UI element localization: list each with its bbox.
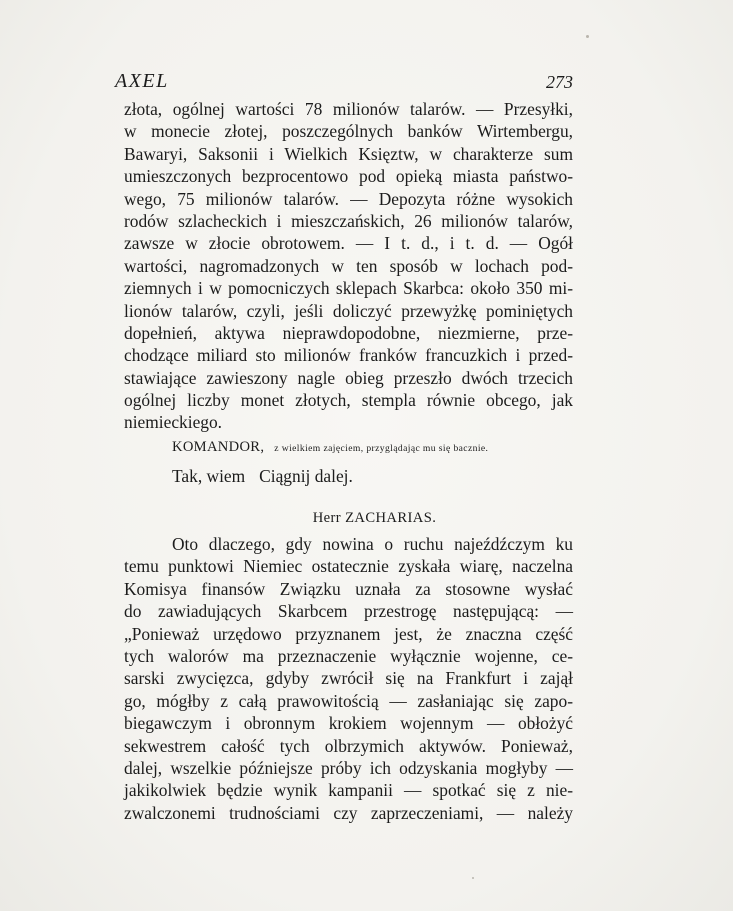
speaker-heading-zacharias	[0, 510, 733, 527]
page-header	[115, 70, 573, 96]
text-line: sarski zwycięzca, gdyby zwrócił się na Frankfurt i zajął	[124, 668, 573, 689]
text-line: go, mógłby z całą prawowitością — zasłaniając się zapo-	[124, 690, 573, 711]
text-line: temu punktowi Niemiec ostatecznie zyskała wiarę, naczelna	[124, 556, 573, 577]
stage-direction: z wielkiem zajęciem, przyglądając mu się bacznie.	[274, 443, 489, 454]
text-line: lionów talarów, czyli, jeśli doliczyć przewyżkę pominiętych	[124, 300, 573, 321]
text-line: ziemnych i w pomocniczych sklepach Skarbca: około 350 mi-	[124, 278, 573, 299]
paragraph-2	[124, 533, 573, 824]
text-line: Oto dlaczego, gdy nowina o ruchu najeźdźczym ku	[172, 534, 573, 554]
speaker-name: Herr ZACHARIAS.	[312, 510, 437, 526]
paragraph-1	[124, 98, 573, 434]
text-line: złota, ogólnej wartości 78 milionów talarów. — Przesyłki,	[124, 99, 573, 119]
text-line: umieszczonych bezprocentowo pod opieką miasta państwo-	[124, 166, 573, 187]
reply-text-part-2: Ciągnij dalej.	[259, 466, 353, 486]
speaker-heading-komandor	[172, 438, 488, 456]
text-line: biegawczym i obronnym krokiem wojennym — obłożyć	[124, 713, 573, 734]
paper-speck	[586, 35, 589, 38]
reply-text-part-1: Tak, wiem	[172, 466, 246, 486]
text-line: wego, 75 milionów talarów. — Depozyta różne wysokich	[124, 188, 573, 209]
text-line: w monecie złotej, poszczególnych banków Wirtembergu,	[124, 121, 573, 142]
dialogue-reply	[172, 466, 353, 487]
text-line: sekwestrem całość tych olbrzymich aktywów. Ponieważ,	[124, 735, 573, 756]
text-line: wartości, nagromadzonych w ten sposób w lochach pod-	[124, 255, 573, 276]
page-number: 273	[546, 72, 573, 92]
speaker-name: KOMANDOR,	[172, 439, 265, 455]
paper-speck	[472, 877, 474, 879]
text-line: Komisya finansów Związku uznała za stosowne wysłać	[124, 578, 573, 599]
text-line: zwalczonemi trudnościami czy zaprzeczeniami, — należy	[124, 802, 573, 823]
text-line: chodzące miliard sto milionów franków francuzkich i przed-	[124, 345, 573, 366]
text-line: zawsze w złocie obrotowem. — I t. d., i t. d. — Ogół	[124, 233, 573, 254]
text-line: rodów szlacheckich i mieszczańskich, 26 milionów talarów,	[124, 210, 573, 231]
text-line: niemieckiego.	[124, 412, 223, 433]
text-line: ogólnej liczby monet złotych, stempla równie obcego, jak	[124, 390, 573, 411]
text-line: do zawiadujących Skarbcem przestrogę następującą: —	[124, 601, 573, 622]
text-line: dopełnień, aktywa nieprawdopodobne, niezmierne, prze-	[124, 322, 573, 343]
text-line: stawiające zawieszony nagle obieg przeszło dwóch trzecich	[124, 367, 573, 388]
text-line: Bawaryi, Saksonii i Wielkich Księztw, w charakterze sum	[124, 143, 573, 164]
text-line: jakikolwiek będzie wynik kampanii — spotkać się z nie-	[124, 780, 573, 801]
text-line: dalej, wszelkie późniejsze próby ich odzyskania mogłyby —	[124, 757, 573, 778]
text-line: „Ponieważ urzędowo przyznanem jest, że znaczna część	[124, 623, 573, 644]
running-title: AXEL	[115, 70, 169, 92]
text-line: tych walorów ma przeznaczenie wyłącznie wojenne, ce-	[124, 645, 573, 666]
